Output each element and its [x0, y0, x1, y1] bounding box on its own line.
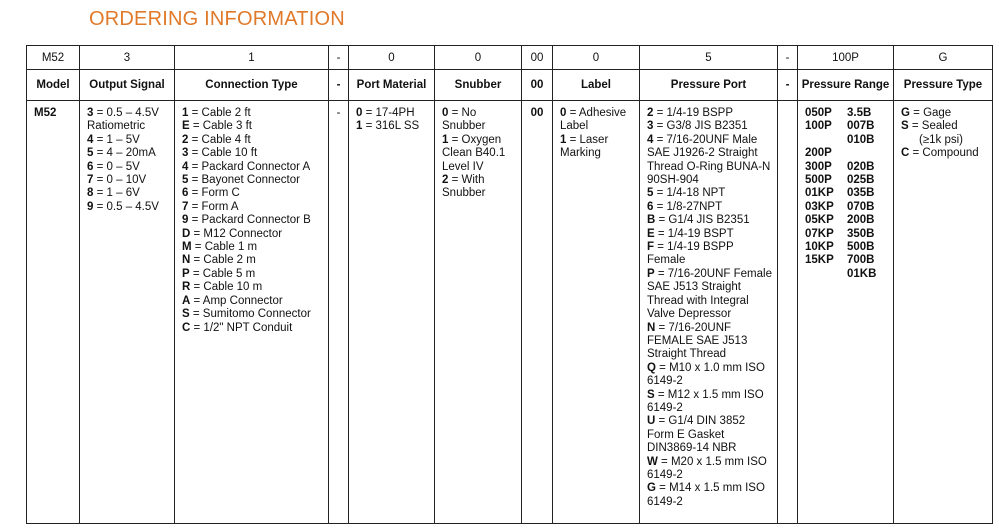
- option-description: Laser Marking: [560, 133, 609, 160]
- option-description: 7/16-20UNF FEMALE SAE J513 Straight Thread: [647, 321, 748, 361]
- option-code: P: [647, 267, 655, 280]
- option-description: 17-4PH: [375, 107, 415, 119]
- option-code: N: [647, 321, 656, 334]
- option-code: N: [182, 254, 191, 267]
- option-description: Form C: [201, 187, 240, 200]
- range-option: 200P: [805, 147, 832, 160]
- code-cell: 0: [349, 46, 435, 70]
- range-option: 3.5B: [847, 107, 872, 119]
- range-option: 01KP: [805, 187, 834, 200]
- port-material-option: 1 = 316L SS: [356, 120, 420, 133]
- code-cell: 100P: [798, 46, 894, 70]
- pressure-port-option: W = M20 x 1.5 mm ISO 6149-2: [647, 455, 767, 481]
- range-option: 070B: [847, 200, 875, 213]
- header-cell: Model: [27, 70, 80, 101]
- option-description: Compound: [922, 147, 979, 160]
- option-code: G: [647, 482, 656, 495]
- range-option: 010B: [847, 133, 875, 146]
- page-title: ORDERING INFORMATION: [89, 8, 345, 30]
- output-signal-option: 8 = 1 – 6V: [87, 187, 140, 200]
- option-description: Sumitomo Connector: [202, 308, 311, 321]
- option-description: 1 – 6V: [106, 187, 140, 200]
- connection-type-option: 2 = Cable 4 ft: [182, 133, 251, 146]
- connection-type-option: E = Cable 3 ft: [182, 120, 253, 133]
- range-col-psi: [805, 107, 847, 281]
- option-code: G: [901, 107, 910, 119]
- code-cell: -: [778, 46, 798, 70]
- option-description: Bayonet Connector: [201, 174, 300, 187]
- connection-type-option: 6 = Form C: [182, 187, 240, 200]
- pressure-port-option: S = M12 x 1.5 mm ISO 6149-2: [647, 388, 764, 414]
- pressure-port-option: 3 = G3/8 JIS B2351: [647, 120, 748, 133]
- range-option: 01KB: [847, 267, 877, 280]
- pressure-port-option: 2 = 1/4-19 BSPP: [647, 107, 733, 119]
- options-row: [27, 101, 993, 524]
- option-description: G3/8 JIS B2351: [666, 120, 748, 133]
- option-code: M: [182, 241, 192, 254]
- range-option: 007B: [847, 120, 875, 133]
- option-code: 4: [87, 133, 94, 146]
- option-description: M12 x 1.5 mm ISO 6149-2: [647, 388, 764, 414]
- model-code: M52: [34, 107, 57, 119]
- header-cell: -: [329, 70, 349, 101]
- option-code: F: [647, 241, 655, 254]
- range-option: 350B: [847, 227, 875, 240]
- range-option: 03KP: [805, 200, 834, 213]
- code-cell: 0: [553, 46, 640, 70]
- option-code: 6: [647, 200, 654, 213]
- option-description: 0 – 5V: [106, 160, 140, 173]
- option-code: 4: [647, 133, 654, 146]
- option-code: 8: [87, 187, 94, 200]
- header-cell: 00: [522, 70, 553, 101]
- option-code: 5: [87, 147, 94, 160]
- range-option: 15KP: [805, 254, 834, 267]
- label-option: 0 = Adhesive Label: [560, 107, 627, 133]
- pressure-port-option: G = M14 x 1.5 mm ISO 6149-2: [647, 482, 765, 508]
- range-option: 035B: [847, 187, 875, 200]
- option-description: 1/4-19 BSPT: [667, 227, 734, 240]
- option-code: P: [182, 267, 190, 280]
- output-signal-option: 3 = 0.5 – 4.5V Ratiometric: [87, 107, 159, 133]
- output-signal-option: 5 = 4 – 20mA: [87, 147, 156, 160]
- header-cell: Port Material: [349, 70, 435, 101]
- option-description: M14 x 1.5 mm ISO 6149-2: [647, 482, 765, 508]
- connection-type-option: S = Sumitomo Connector: [182, 308, 311, 321]
- option-description: M12 Connector: [203, 227, 283, 240]
- option-description: 1 – 5V: [106, 133, 140, 146]
- pressure-type-option: S = Sealed: [901, 120, 958, 133]
- option-code: 4: [182, 160, 189, 173]
- range-option: 200B: [847, 214, 875, 227]
- range-option: 020B: [847, 160, 875, 173]
- label-option: 1 = Laser Marking: [560, 133, 609, 160]
- range-option: 300P: [805, 160, 832, 173]
- option-description: Packard Connector A: [201, 160, 311, 173]
- option-code: A: [182, 294, 191, 307]
- pressure-port-option: E = 1/4-19 BSPT: [647, 227, 734, 240]
- option-description: 4 – 20mA: [106, 147, 156, 160]
- option-description: 0 – 10V: [106, 174, 147, 187]
- code-cell: 3: [80, 46, 175, 70]
- connection-type-option: D = M12 Connector: [182, 227, 283, 240]
- code-cell: M52: [27, 46, 80, 70]
- option-description: Gage: [923, 107, 952, 119]
- code-cell: G: [894, 46, 993, 70]
- pressure-type-option: [901, 134, 988, 147]
- connection-type-option: 7 = Form A: [182, 200, 239, 213]
- option-description: No Snubber: [442, 107, 486, 133]
- option-code: 5: [647, 187, 654, 200]
- header-row: [27, 70, 993, 101]
- connection-type-option: A = Amp Connector: [182, 294, 283, 307]
- connection-type-option: 5 = Bayonet Connector: [182, 174, 300, 187]
- header-cell: Connection Type: [175, 70, 329, 101]
- option-description: 0.5 – 4.5V: [106, 200, 159, 213]
- option-code: 6: [87, 160, 94, 173]
- option-code: E: [647, 227, 655, 240]
- option-code: 6: [182, 187, 189, 200]
- option-description: Cable 1 m: [204, 241, 258, 254]
- option-description: G1/4 DIN 3852 Form E Gasket DIN3869-14 NBR: [647, 415, 746, 455]
- option-description: 0.5 – 4.5V Ratiometric: [87, 107, 159, 133]
- pressure-port-option: 5 = 1/4-18 NPT: [647, 187, 726, 200]
- option-description: Cable 2 m: [203, 254, 256, 267]
- range-col-bar: [847, 107, 889, 281]
- dash-cell: [329, 101, 349, 524]
- option-code: 7: [87, 174, 94, 187]
- connection-type-option: N = Cable 2 m: [182, 254, 256, 267]
- option-code: 2: [442, 174, 449, 187]
- range-option: 05KP: [805, 214, 834, 227]
- header-cell: Pressure Range: [798, 70, 894, 101]
- option-code: 7: [182, 200, 189, 213]
- option-code: 3: [87, 107, 94, 119]
- code-cell: 5: [640, 46, 778, 70]
- option-description: Oxygen Clean B40.1 Level IV: [442, 133, 506, 173]
- range-option: 500B: [847, 241, 875, 254]
- connection-type-option: C = 1/2" NPT Conduit: [182, 321, 293, 334]
- snubber-option: 2 = With Snubber: [442, 174, 486, 200]
- option-code: 1: [560, 133, 567, 146]
- code-cell: 0: [435, 46, 522, 70]
- option-code: 3: [647, 120, 654, 133]
- range-option: 500P: [805, 174, 832, 187]
- option-description: 1/4-18 NPT: [666, 187, 726, 200]
- output-signal-option: 7 = 0 – 10V: [87, 174, 147, 187]
- option-description: Adhesive Label: [560, 107, 627, 133]
- option-description: 1/8-27NPT: [666, 200, 723, 213]
- option-code: S: [647, 388, 655, 401]
- option-description: Cable 10 ft: [201, 147, 258, 160]
- option-code: 2: [182, 133, 189, 146]
- option-description: 7/16-20UNF Male SAE J1926-2 Straight Thread O-Ring BUNA-N 90SH-904: [647, 133, 771, 187]
- option-code: S: [182, 308, 190, 321]
- header-cell: Label: [553, 70, 640, 101]
- label-cell: [553, 101, 640, 524]
- pressure-port-option: P = 7/16-20UNF Female SAE J513 Straight Thread with Integral Valve Depressor: [647, 267, 772, 321]
- header-cell: Pressure Port: [640, 70, 778, 101]
- option-description: M20 x 1.5 mm ISO 6149-2: [647, 455, 767, 481]
- option-description: 1/2" NPT Conduit: [203, 321, 293, 334]
- option-code: 1: [182, 107, 189, 119]
- option-description: 1/4-19 BSPP Female: [647, 241, 734, 267]
- option-code: B: [647, 214, 656, 227]
- pressure-port-cell: [640, 101, 778, 524]
- option-description: 1/4-19 BSPP: [666, 107, 733, 119]
- option-code: 1: [442, 133, 449, 146]
- option-code: S: [901, 120, 909, 133]
- range-option: 100P: [805, 120, 832, 133]
- pressure-type-option: G = Gage: [901, 107, 952, 119]
- output-signal-cell: [80, 101, 175, 524]
- range-gap: [847, 147, 889, 160]
- ordering-table: [26, 45, 993, 524]
- output-signal-option: 6 = 0 – 5V: [87, 160, 140, 173]
- pressure-port-option: 4 = 7/16-20UNF Male SAE J1926-2 Straight Thread O-Ring BUNA-N 90SH-904: [647, 133, 771, 187]
- pressure-type-option: C = Compound: [901, 147, 979, 160]
- option-code: C: [182, 321, 191, 334]
- pressure-port-option: 6 = 1/8-27NPT: [647, 200, 723, 213]
- port-material-cell: [349, 101, 435, 524]
- pressure-type-cell: [894, 101, 993, 524]
- option-description: 316L SS: [375, 120, 420, 133]
- option-description: 7/16-20UNF Female SAE J513 Straight Thread with Integral Valve Depressor: [647, 267, 772, 321]
- option-description: Sealed: [921, 120, 958, 133]
- code-cell: 1: [175, 46, 329, 70]
- fixed-00-cell: [522, 101, 553, 524]
- model-cell: [27, 101, 80, 524]
- dash-text: -: [336, 107, 341, 119]
- range-option: 025B: [847, 174, 875, 187]
- option-code: W: [647, 455, 658, 468]
- option-code: 0: [442, 107, 449, 119]
- option-code: 0: [560, 107, 567, 119]
- connection-type-option: P = Cable 5 m: [182, 267, 256, 280]
- snubber-cell: [435, 101, 522, 524]
- pressure-port-option: Q = M10 x 1.0 mm ISO 6149-2: [647, 361, 765, 388]
- pressure-range-cell: [798, 101, 894, 524]
- option-code: 9: [87, 200, 94, 213]
- option-code: R: [182, 281, 191, 294]
- option-code: E: [182, 120, 190, 133]
- header-cell: Output Signal: [80, 70, 175, 101]
- option-code: D: [182, 227, 191, 240]
- code-row: [27, 46, 993, 70]
- option-description: Cable 10 m: [203, 281, 263, 294]
- option-description: Form A: [201, 200, 239, 213]
- option-code: 9: [182, 214, 189, 227]
- pressure-port-option: N = 7/16-20UNF FEMALE SAE J513 Straight Thread: [647, 321, 748, 361]
- option-description: (≥1k psi): [919, 133, 964, 146]
- dash-cell-empty: [778, 101, 798, 524]
- pressure-port-option: F = 1/4-19 BSPP Female: [647, 241, 734, 267]
- option-code: C: [901, 147, 910, 160]
- option-code: Q: [647, 361, 656, 374]
- fixed-00-text: 00: [530, 107, 544, 119]
- connection-type-option: 1 = Cable 2 ft: [182, 107, 251, 119]
- snubber-option: 1 = Oxygen Clean B40.1 Level IV: [442, 133, 506, 173]
- option-description: M10 x 1.0 mm ISO 6149-2: [647, 361, 765, 388]
- port-material-option: 0 = 17-4PH: [356, 107, 415, 119]
- option-code: 2: [647, 107, 654, 119]
- range-gap: [805, 134, 847, 147]
- option-code: U: [647, 415, 656, 428]
- output-signal-option: 9 = 0.5 – 4.5V: [87, 200, 159, 213]
- option-description: Cable 5 m: [202, 267, 256, 280]
- pressure-port-option: B = G1/4 JIS B2351: [647, 214, 750, 227]
- code-cell: 00: [522, 46, 553, 70]
- output-signal-option: 4 = 1 – 5V: [87, 133, 140, 146]
- connection-type-cell: [175, 101, 329, 524]
- header-cell: Snubber: [435, 70, 522, 101]
- connection-type-option: R = Cable 10 m: [182, 281, 263, 294]
- connection-type-option: M = Cable 1 m: [182, 241, 258, 254]
- header-cell: Pressure Type: [894, 70, 993, 101]
- connection-type-option: 9 = Packard Connector B: [182, 214, 311, 227]
- option-description: Amp Connector: [202, 294, 283, 307]
- option-code: 5: [182, 174, 189, 187]
- range-option: 10KP: [805, 241, 834, 254]
- option-description: Cable 3 ft: [202, 120, 253, 133]
- option-description: G1/4 JIS B2351: [668, 214, 750, 227]
- connection-type-option: 4 = Packard Connector A: [182, 160, 311, 173]
- code-cell: -: [329, 46, 349, 70]
- connection-type-option: 3 = Cable 10 ft: [182, 147, 258, 160]
- range-option: 700B: [847, 254, 875, 267]
- option-description: With Snubber: [442, 174, 486, 200]
- range-option: 07KP: [805, 227, 834, 240]
- option-description: Cable 4 ft: [201, 133, 251, 146]
- range-option: 050P: [805, 107, 832, 119]
- option-description: Cable 2 ft: [201, 107, 251, 119]
- option-code: 1: [356, 120, 363, 133]
- snubber-option: 0 = No Snubber: [442, 107, 486, 133]
- pressure-port-option: U = G1/4 DIN 3852 Form E Gasket DIN3869-14 NBR: [647, 415, 746, 455]
- header-cell: -: [778, 70, 798, 101]
- option-description: Packard Connector B: [201, 214, 311, 227]
- option-code: 3: [182, 147, 189, 160]
- option-code: 0: [356, 107, 363, 119]
